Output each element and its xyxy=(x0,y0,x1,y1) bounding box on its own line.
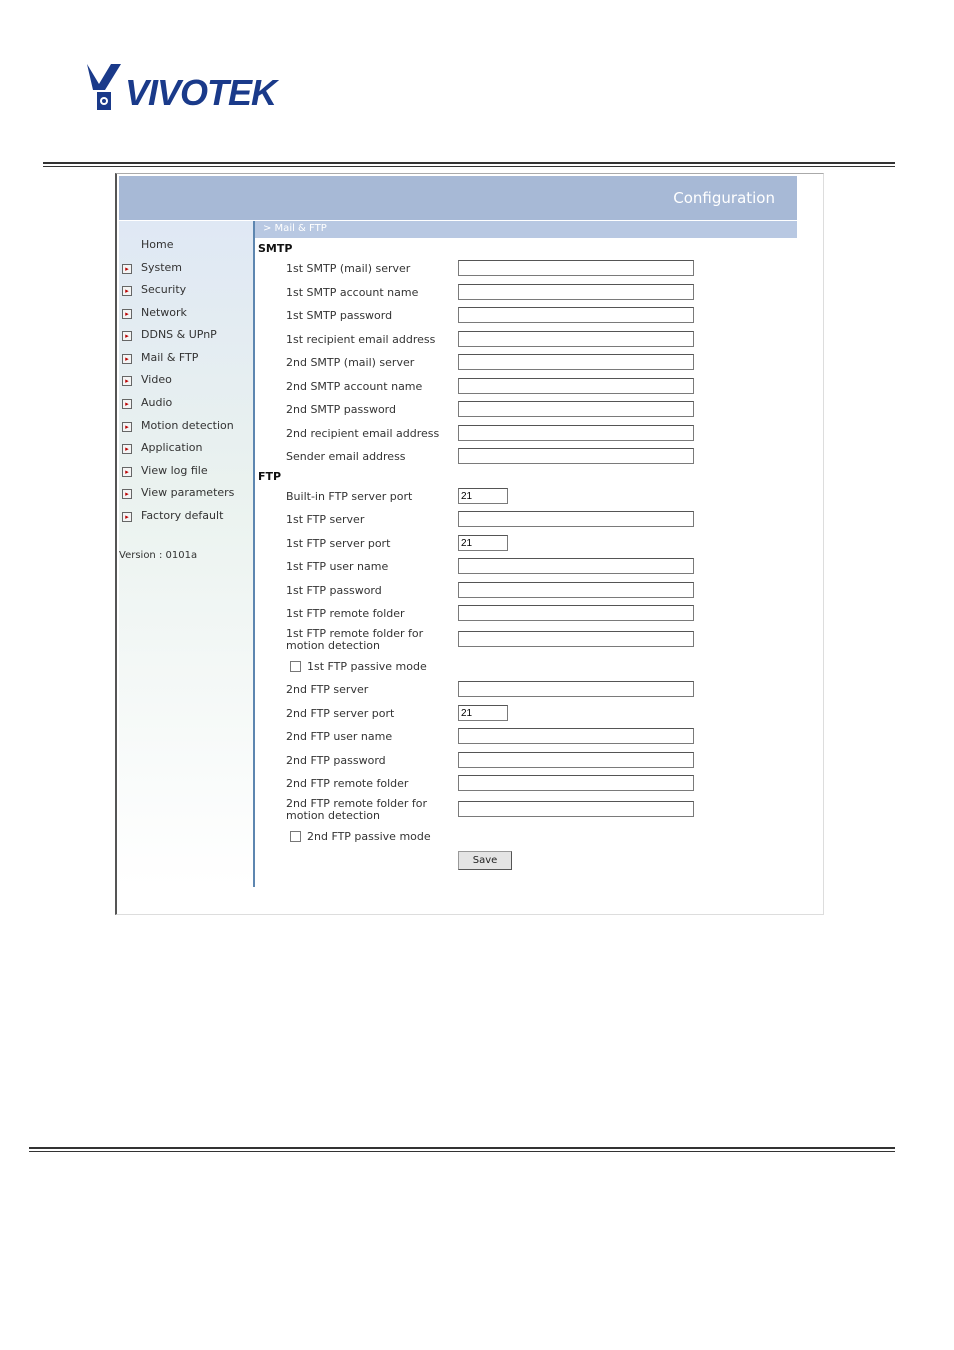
config-window xyxy=(115,173,824,915)
builtin-ftp-port-label: Built-in FTP server port xyxy=(286,490,413,503)
label-line: 2nd FTP remote folder for xyxy=(286,797,428,810)
ftp1-port-label: 1st FTP server port xyxy=(286,537,391,550)
smtp2-server-input[interactable] xyxy=(458,354,694,370)
expand-icon: ▸ xyxy=(122,489,132,499)
sidebar-item-label: View parameters xyxy=(141,486,235,499)
ftp2-folder-label: 2nd FTP remote folder xyxy=(286,777,409,790)
smtp2-password-input[interactable] xyxy=(458,401,694,417)
ftp2-passive-checkbox[interactable] xyxy=(290,831,301,842)
page-title: Configuration xyxy=(673,189,775,207)
ftp1-user-input[interactable] xyxy=(458,558,694,574)
expand-icon: ▸ xyxy=(122,376,132,386)
expand-icon: ▸ xyxy=(122,331,132,341)
recipient2-email-input[interactable] xyxy=(458,425,694,441)
sidebar-item-label: Motion detection xyxy=(141,419,234,432)
ftp2-user-label: 2nd FTP user name xyxy=(286,730,393,743)
sidebar-item-label: Network xyxy=(141,306,187,319)
ftp2-user-input[interactable] xyxy=(458,728,694,744)
expand-icon: ▸ xyxy=(122,512,132,522)
recipient1-email-input[interactable] xyxy=(458,331,694,347)
smtp1-password-input[interactable] xyxy=(458,307,694,323)
ftp1-folder-label: 1st FTP remote folder xyxy=(286,607,405,620)
vivotek-logo xyxy=(85,60,295,115)
expand-icon: ▸ xyxy=(122,354,132,364)
sidebar xyxy=(119,221,255,887)
logo-mark-icon xyxy=(85,62,125,114)
sidebar-item-label: Home xyxy=(141,238,174,251)
ftp1-user-label: 1st FTP user name xyxy=(286,560,389,573)
ftp1-passive-label: 1st FTP passive mode xyxy=(307,660,427,673)
ftp2-folder-input[interactable] xyxy=(458,775,694,791)
top-divider xyxy=(43,162,895,167)
ftp1-motion-folder-input[interactable] xyxy=(458,631,694,647)
sidebar-item-label: View log file xyxy=(141,464,208,477)
recipient1-email-label: 1st recipient email address xyxy=(286,333,436,346)
smtp1-server-input[interactable] xyxy=(458,260,694,276)
sidebar-item-label: Factory default xyxy=(141,509,224,522)
ftp1-passive-checkbox[interactable] xyxy=(290,661,301,672)
sidebar-item-label: Mail & FTP xyxy=(141,351,199,364)
ftp1-port-input[interactable] xyxy=(458,535,508,551)
expand-icon: ▸ xyxy=(122,264,132,274)
version-label: Version : 0101a xyxy=(119,550,198,561)
recipient2-email-label: 2nd recipient email address xyxy=(286,427,440,440)
smtp1-account-label: 1st SMTP account name xyxy=(286,286,419,299)
smtp1-account-input[interactable] xyxy=(458,284,694,300)
label-line: motion detection xyxy=(286,639,380,652)
ftp2-password-input[interactable] xyxy=(458,752,694,768)
expand-icon: ▸ xyxy=(122,399,132,409)
ftp2-port-label: 2nd FTP server port xyxy=(286,707,395,720)
bottom-divider xyxy=(29,1147,895,1152)
smtp2-account-input[interactable] xyxy=(458,378,694,394)
breadcrumb-bar xyxy=(255,221,797,238)
sidebar-item-label: Application xyxy=(141,441,203,454)
header-bar xyxy=(119,176,797,220)
ftp1-folder-input[interactable] xyxy=(458,605,694,621)
ftp2-password-label: 2nd FTP password xyxy=(286,754,386,767)
ftp2-motion-folder-input[interactable] xyxy=(458,801,694,817)
ftp1-server-input[interactable] xyxy=(458,511,694,527)
sidebar-item-label: Security xyxy=(141,283,187,296)
save-button[interactable]: Save xyxy=(458,851,512,870)
expand-icon: ▸ xyxy=(122,467,132,477)
sidebar-item-label: System xyxy=(141,261,183,274)
smtp1-password-label: 1st SMTP password xyxy=(286,309,393,322)
ftp-section-title: FTP xyxy=(258,470,282,483)
smtp-section-title: SMTP xyxy=(258,242,293,255)
sidebar-item-label: DDNS & UPnP xyxy=(141,328,217,341)
ftp1-server-label: 1st FTP server xyxy=(286,513,365,526)
breadcrumb: > Mail & FTP xyxy=(263,223,327,234)
smtp2-account-label: 2nd SMTP account name xyxy=(286,380,423,393)
builtin-ftp-port-input[interactable] xyxy=(458,488,508,504)
sender-email-input[interactable] xyxy=(458,448,694,464)
sidebar-item-label: Video xyxy=(141,373,172,386)
ftp2-server-input[interactable] xyxy=(458,681,694,697)
label-line: 1st FTP remote folder for xyxy=(286,627,424,640)
ftp2-passive-label: 2nd FTP passive mode xyxy=(307,830,431,843)
ftp2-server-label: 2nd FTP server xyxy=(286,683,369,696)
sidebar-item-label: Audio xyxy=(141,396,173,409)
smtp2-password-label: 2nd SMTP password xyxy=(286,403,396,416)
expand-icon: ▸ xyxy=(122,286,132,296)
ftp1-motion-folder-label xyxy=(286,628,423,652)
ftp2-motion-folder-label xyxy=(286,798,427,822)
expand-icon: ▸ xyxy=(122,309,132,319)
ftp1-password-label: 1st FTP password xyxy=(286,584,382,597)
ftp1-password-input[interactable] xyxy=(458,582,694,598)
smtp2-server-label: 2nd SMTP (mail) server xyxy=(286,356,415,369)
logo-text: VIVOTEK xyxy=(125,72,277,113)
ftp2-port-input[interactable] xyxy=(458,705,508,721)
expand-icon: ▸ xyxy=(122,444,132,454)
label-line: motion detection xyxy=(286,809,380,822)
sender-email-label: Sender email address xyxy=(286,450,406,463)
smtp1-server-label: 1st SMTP (mail) server xyxy=(286,262,411,275)
expand-icon: ▸ xyxy=(122,422,132,432)
